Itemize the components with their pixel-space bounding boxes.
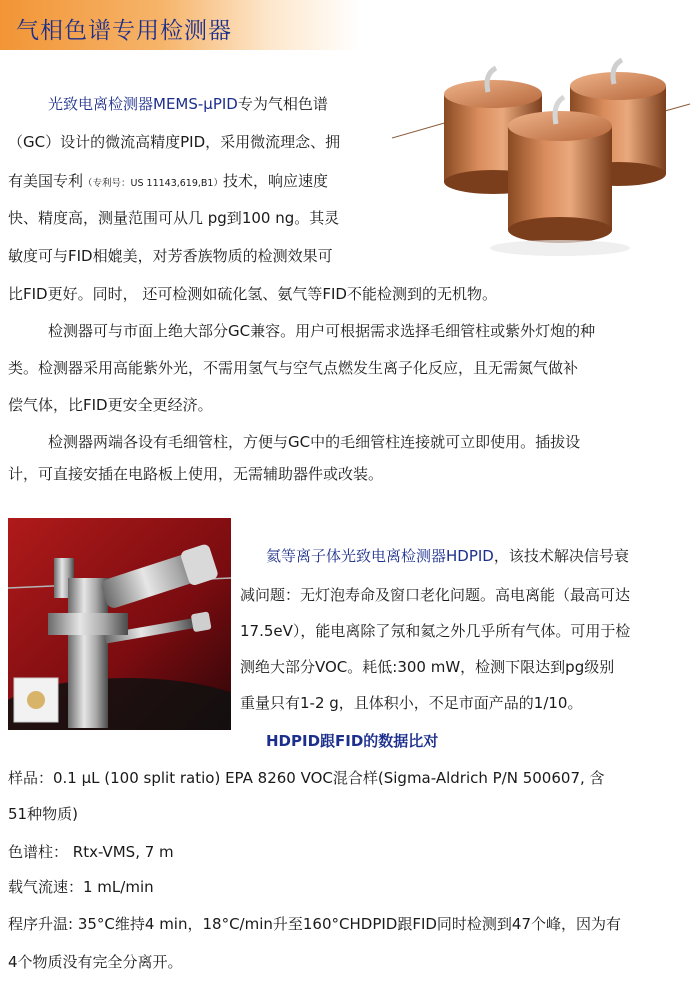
para2-line-1: 检测器可与市面上绝大部分GC兼容。用户可根据需求选择毛细管柱或紫外灯炮的种 [48,322,596,340]
hdpid-line-4: 测绝大部分VOC。耗低:300 mW，检测下限达到pg级别 [240,658,615,676]
intro-line-5: 敏度可与FID相媲美，对芳香族物质的检测效果可 [8,247,333,265]
para2-line-3: 偿气体，比FID更安全更经济。 [8,396,213,414]
hdpid-detector-photo [8,518,231,730]
intro-line-1-rest: 专为气相色谱 [237,95,328,113]
column-info: 色谱柱： Rtx-VMS, 7 m [8,843,174,861]
intro-line-3 [8,174,328,189]
sample-line-2: 51种物质) [8,805,78,823]
intro-line-1 [48,97,328,112]
hdpid-line-1 [266,549,629,564]
comparison-title: HDPID跟FID的数据比对 [266,732,439,750]
page-title: 气相色谱专用检测器 [16,18,232,44]
hdpid-line-1-rest: ，该技术解决信号衰 [493,547,629,565]
patent-number: （专利号：US 11143,619,B1） [83,178,223,189]
intro-line-3-a: 有美国专利 [8,172,84,190]
para2-line-2: 类。检测器采用高能紫外光，不需用氢气与空气点燃发生离子化反应，且无需氮气做补 [8,359,579,377]
copper-detectors-image [392,56,692,266]
para3-line-2: 计，可直接安插在电路板上使用，无需辅助器件或改装。 [8,465,384,483]
program-line-1: 程序升温: 35°C维持4 min，18°C/min升至160°CHDPID跟FID同时检测到47个峰，因为有 [8,915,622,933]
hdpid-line-5: 重量只有1-2 g，且体积小，不足市面产品的1/10。 [240,694,583,712]
sample-line-1: 样品：0.1 μL (100 split ratio) EPA 8260 VOC混合样(Sigma-Aldrich P/N 500607, 含 [8,769,605,787]
hdpid-line-2: 减问题：无灯泡寿命及窗口老化问题。高电离能（最高可达 [240,586,631,604]
intro-line-3-b: 技术，响应速度 [222,172,328,190]
hdpid-name: 氦等离子体光致电离检测器HDPID [266,547,494,565]
program-line-2: 4个物质没有完全分离开。 [8,953,183,971]
carrier-flow: 载气流速：1 mL/min [8,878,154,896]
intro-line-2: （GC）设计的微流高精度PID，采用微流理念、拥 [8,133,341,151]
para3-line-1: 检测器两端各设有毛细管柱，方便与GC中的毛细管柱连接就可立即使用。插拔设 [48,433,581,451]
intro-line-4: 快、精度高，测量范围可从几 pg到100 ng。其灵 [8,209,340,227]
hdpid-line-3: 17.5eV），能电离除了氖和氦之外几乎所有气体。可用于检 [240,622,631,640]
mems-pid-name: 光致电离检测器MEMS-μPID [48,95,238,113]
intro-line-6: 比FID更好。同时， 还可检测如硫化氢、氨气等FID不能检测到的无机物。 [8,285,497,303]
